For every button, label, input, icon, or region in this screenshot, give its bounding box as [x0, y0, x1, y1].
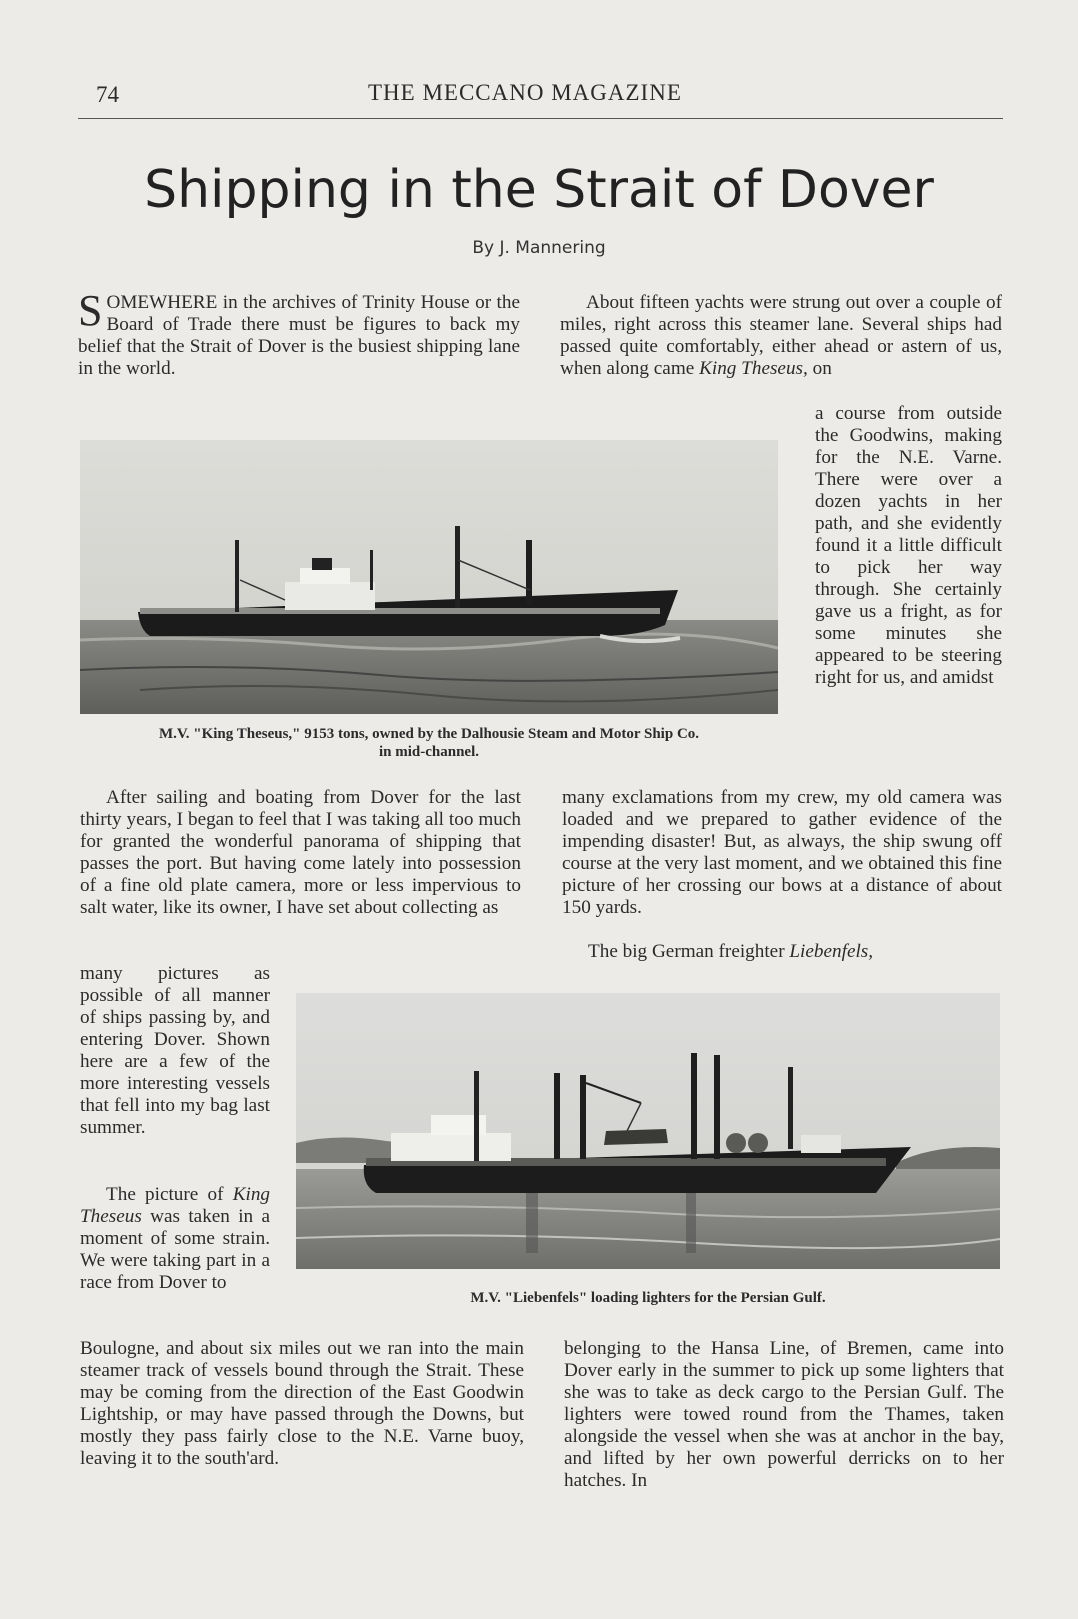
- picture-strain-text-end: was taken in a moment of some strain. We were taking part in a race from Dover to: [80, 1206, 270, 1293]
- after-sailing-paragraph: After sailing and boating from Dover for the last thirty years, I began to feel that I was taking all too much for granted the wonderful panorama of shipping that passes the port. But having come lately into possession of a fine old plate camera, more or less impervious to salt water, like its owner, I have set about collecting as: [80, 787, 521, 918]
- liebenfels-photo: [296, 993, 1000, 1269]
- king-theseus-course-paragraph: a course from outside the Goodwins, making for the N.E. Varne. There were over a dozen yachts in her path, and she evidently found it a little difficult to pick her way through. She certainly gave us a fright, as for some minutes she appeared to be steering right for us, and amidst: [815, 403, 1002, 688]
- boulogne-paragraph: Boulogne, and about six miles out we ran into the main steamer track of vessels bound through the Strait. These may be coming from the direction of the East Goodwin Lightship, or may have passed through the Downs, but mostly they pass fairly close to the N.E. Varne buoy, leaving it to the south'ard.: [80, 1338, 524, 1469]
- many-pictures-paragraph: many pictures as possible of all manner of ships passing by, and entering Dover. Shown here are a few of the more interesting vessels that fell into my bag last summer.: [80, 963, 270, 1138]
- about-yachts-text: About fifteen yachts were strung out over a couple of miles, right across this steamer lane. Several ships had passed quite comfortably, either ahead or astern of us, when along came: [560, 292, 1002, 379]
- liebenfels-intro-text: The big German freighter: [588, 941, 785, 962]
- ship-name-king-theseus: King Theseus,: [699, 358, 808, 379]
- liebenfels-intro-paragraph: [562, 941, 1002, 963]
- picture-strain-paragraph: [80, 1184, 270, 1294]
- king-theseus-caption-line2: in mid-channel.: [378, 744, 480, 760]
- running-header: [78, 78, 1003, 119]
- liebenfels-caption: M.V. "Liebenfels" loading lighters for the Persian Gulf.: [470, 1290, 826, 1306]
- many-exclamations-paragraph: many exclamations from my crew, my old camera was loaded and we prepared to gather evidence of the impending disaster! But, as always, the ship swung off course at the very last moment, and we obtained this fine picture of her crossing our bows at a distance of about 150 yards.: [562, 787, 1002, 918]
- king-theseus-caption-line1: M.V. "King Theseus," 9153 tons, owned by the Dalhousie Steam and Motor Ship Co.: [158, 726, 700, 742]
- about-yachts-text-end: on: [812, 358, 832, 379]
- page-number: 74: [96, 82, 119, 107]
- king-theseus-caption: [78, 725, 780, 761]
- article-byline: By J. Mannering: [472, 238, 606, 258]
- article-title: Shipping in the Strait of Dover: [144, 160, 934, 220]
- hansa-line-paragraph: belonging to the Hansa Line, of Bremen, came into Dover early in the summer to pick up some lighters that she was to take as deck cargo to the Persian Gulf. The lighters were towed round from the Thames, taken alongside the vessel when she was at anchor in the bay, and lifted by her own powerful derricks on to her hatches. In: [564, 1338, 1004, 1491]
- ship-name-king-theseus-2: King Theseus: [80, 1184, 271, 1227]
- king-theseus-photo: [80, 440, 778, 714]
- drop-cap: S: [78, 286, 103, 335]
- king-theseus-ship-image: [80, 440, 778, 714]
- liebenfels-ship-image: [296, 993, 1000, 1269]
- intro-text: OMEWHERE in the archives of Trinity House or the Board of Trade there must be figures to back my belief that the Strait of Dover is the busiest shipping lane in the world.: [78, 292, 520, 379]
- intro-paragraph: [78, 286, 520, 380]
- about-yachts-paragraph: [560, 292, 1002, 380]
- picture-strain-text: The picture of: [106, 1184, 224, 1205]
- ship-name-liebenfels: Liebenfels,: [789, 941, 874, 962]
- magazine-title: THE MECCANO MAGAZINE: [368, 80, 682, 105]
